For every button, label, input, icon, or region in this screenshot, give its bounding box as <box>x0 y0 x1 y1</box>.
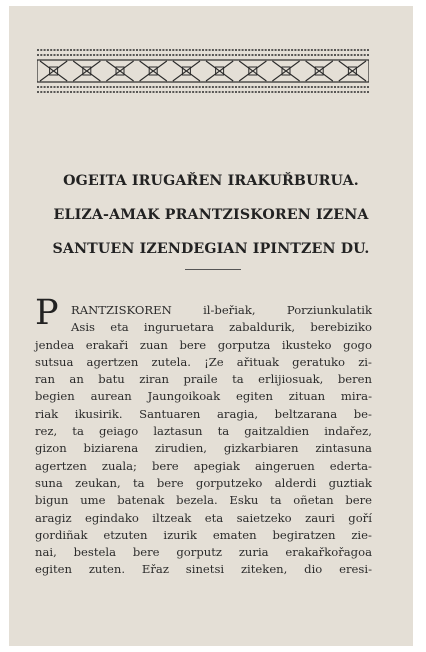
text-line: bigun ume batenak bezela. Esku ta oñetan bere <box>35 493 372 508</box>
text-line: begien aurean Jaungoikoak egiten zituan mira- <box>35 389 372 404</box>
chapter-subtitle-line-1: ELIZA-AMAK PRANTZISKOREN IZENA <box>53 207 369 223</box>
chapter-headings <box>9 172 413 258</box>
chapter-title: OGEITA IRUGAŘEN IRAKUŘBURUA. <box>63 173 359 189</box>
text-line: rez, ta geiago laztasun ta gaitzaldien indařez, <box>35 424 372 439</box>
book-page <box>9 6 413 646</box>
text-line: agertzen zuala; bere apegiak aingeruen ederta- <box>35 458 372 473</box>
decorative-header-border <box>37 46 369 96</box>
text-line: gizon biziarena zirudien, gizkarbiaren zintasuna <box>35 441 372 456</box>
heading-divider <box>185 269 241 270</box>
text-line: ran an batu ziran praile ta erlijiosuak, beren <box>35 372 372 387</box>
chapter-subtitle-line-2: SANTUEN IZENDEGIAN IPINTZEN DU. <box>52 241 370 257</box>
text-line: sutsua agertzen zutela. ¡Ze ařituak geratuko zi- <box>35 354 372 369</box>
text-line: RANTZISKOREN il-beřiak, Porziunkulatik <box>71 303 372 317</box>
text-line: jendea erakaři zuan bere gorputza ikusteko gogo <box>35 337 372 352</box>
text-line: egiten zuten. Eřaz sinetsi ziteken, dio eresi- <box>35 562 372 577</box>
text-line: suna zeukan, ta bere gorputzeko alderdi guztiak <box>35 475 372 490</box>
body-text <box>35 293 372 579</box>
text-line: aragiz egindako iltzeak eta saietzeko zauri goří <box>35 510 372 525</box>
text-line: Asis eta inguruetara zabaldurik, berebiziko <box>71 320 372 335</box>
text-line: nai, bestela bere gorputz zuria erakařkořagoa <box>35 545 372 560</box>
drop-cap: P <box>35 293 59 333</box>
text-line: riak ikusirik. Santuaren aragia, beltzarana be- <box>35 406 372 421</box>
text-line: gordiñak etzuten izurik ematen begiratzen zie- <box>35 527 372 542</box>
